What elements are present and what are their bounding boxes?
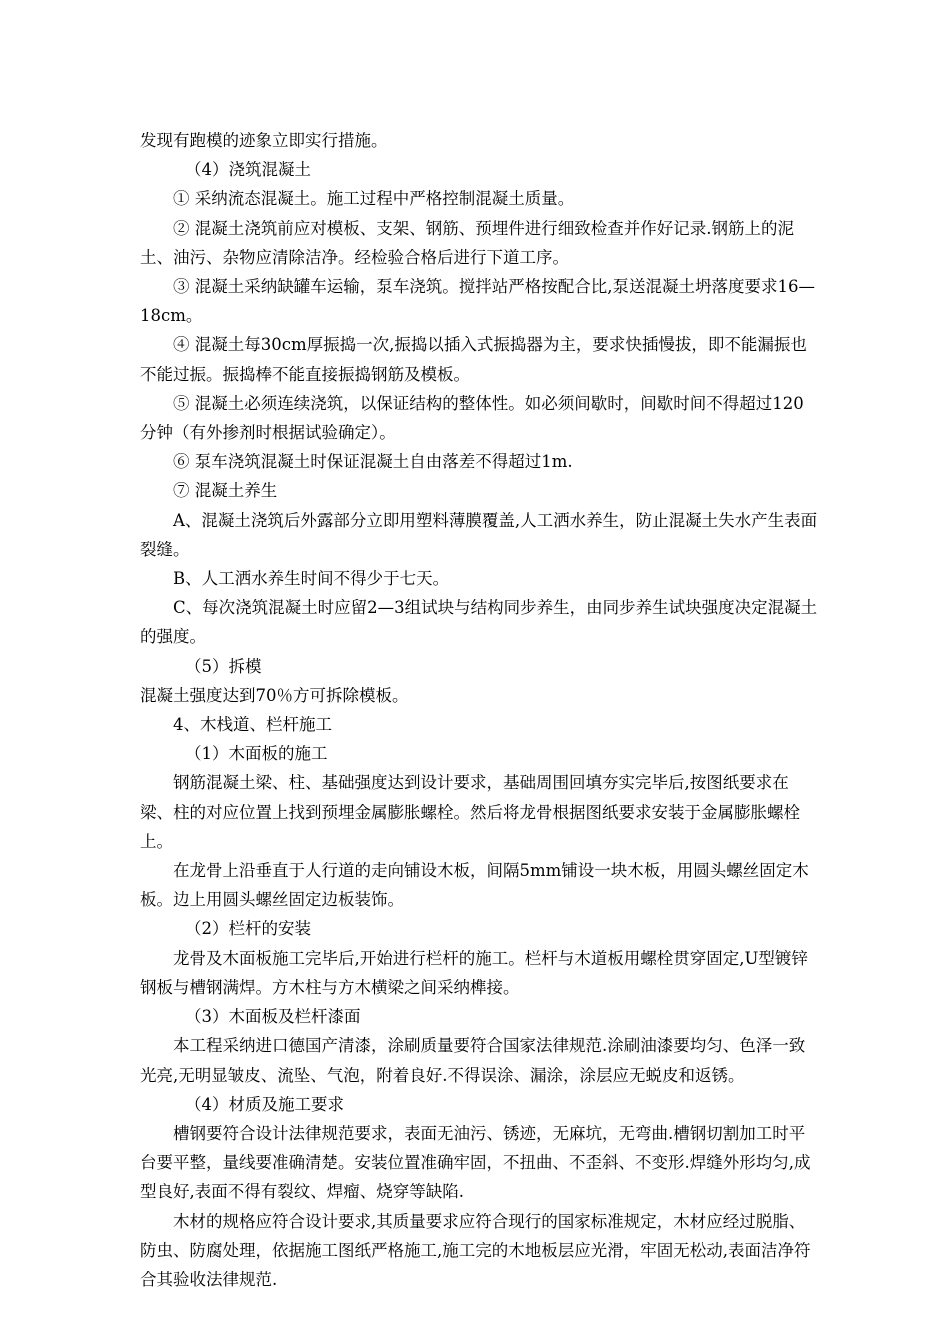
paragraph: C、每次浇筑混凝土时应留2—3组试块与结构同步养生，由同步养生试块强度决定混凝土的强度。 <box>140 598 818 647</box>
paragraph: 龙骨及木面板施工完毕后,开始进行栏杆的施工。栏杆与木道板用螺栓贯穿固定,U型镀锌钢板与槽钢满焊。方木柱与方木横梁之间采纳榫接。 <box>140 948 808 997</box>
paragraph: 发现有跑模的迹象立即实行措施。 <box>140 131 388 150</box>
paragraph: ⑦ 混凝土养生 <box>173 481 278 501</box>
paragraph: ⑤ 混凝土必须连续浇筑，以保证结构的整体性。如必须间歇时，间歇时间不得超过120分钟（有外掺剂时根据试验确定）。 <box>140 393 804 443</box>
paragraph: 钢筋混凝土梁、柱、基础强度达到设计要求，基础周围回填夯实完毕后,按图纸要求在梁、柱的对应位置上找到预埋金属膨胀螺栓。然后将龙骨根据图纸要求安装于金属膨胀螺栓上。 <box>140 773 800 851</box>
section-heading: （1）木面板的施工 <box>185 744 328 764</box>
paragraph: ① 采纳流态混凝土。施工过程中严格控制混凝土质量。 <box>173 189 575 209</box>
paragraph: ⑥ 泵车浇筑混凝土时保证混凝土自由落差不得超过1m. <box>173 452 573 472</box>
paragraph: 槽钢要符合设计法律规范要求，表面无油污、锈迹，无麻坑，无弯曲.槽钢切割加工时平台要平整，量线要准确清楚。安装位置准确牢固，不扭曲、不歪斜、不变形.焊缝外形均匀,成型良好,表面不得有裂纹、焊瘤、烧穿等缺陷. <box>140 1123 811 1202</box>
paragraph: ② 混凝土浇筑前应对模板、支架、钢筋、预埋件进行细致检查并作好记录.钢筋上的泥土、油污、杂物应清除洁净。经检验合格后进行下道工序。 <box>140 218 794 267</box>
document-body <box>140 126 820 1294</box>
paragraph: 混凝土强度达到70％方可拆除模板。 <box>140 685 409 705</box>
section-heading: 4、木栈道、栏杆施工 <box>173 715 332 735</box>
section-heading: （3）木面板及栏杆漆面 <box>185 1007 361 1027</box>
paragraph: ④ 混凝土每30cm厚振捣一次,振捣以插入式振捣器为主，要求快插慢拔，即不能漏振也不能过振。振捣棒不能直接振捣钢筋及模板。 <box>140 335 807 384</box>
section-heading: （4）浇筑混凝土 <box>185 160 311 180</box>
paragraph: 在龙骨上沿垂直于人行道的走向铺设木板，间隔5mm铺设一块木板，用圆头螺丝固定木板。边上用圆头螺丝固定边板装饰。 <box>140 861 809 910</box>
section-heading: （2）栏杆的安装 <box>185 919 311 939</box>
paragraph: 木材的规格应符合设计要求,其质量要求应符合现行的国家标准规定，木材应经过脱脂、防虫、防腐处理，依据施工图纸严格施工,施工完的木地板层应光滑，牢固无松动,表面洁净符合其验收法律规范. <box>140 1211 811 1289</box>
paragraph: ③ 混凝土采纳缺罐车运输，泵车浇筑。搅拌站严格按配合比,泵送混凝土坍落度要求16—18cm。 <box>140 277 815 326</box>
section-heading: （5）拆模 <box>185 656 262 676</box>
paragraph: B、人工洒水养生时间不得少于七天。 <box>173 569 450 589</box>
paragraph: A、混凝土浇筑后外露部分立即用塑料薄膜覆盖,人工洒水养生，防止混凝土失水产生表面裂缝。 <box>140 510 818 559</box>
paragraph: 本工程采纳进口德国产清漆，涂刷质量要符合国家法律规范.涂刷油漆要均匀、色泽一致光亮,无明显皱皮、流坠、气泡，附着良好.不得误涂、漏涂，涂层应无蜕皮和返锈。 <box>140 1036 806 1085</box>
section-heading: （4）材质及施工要求 <box>185 1094 344 1114</box>
